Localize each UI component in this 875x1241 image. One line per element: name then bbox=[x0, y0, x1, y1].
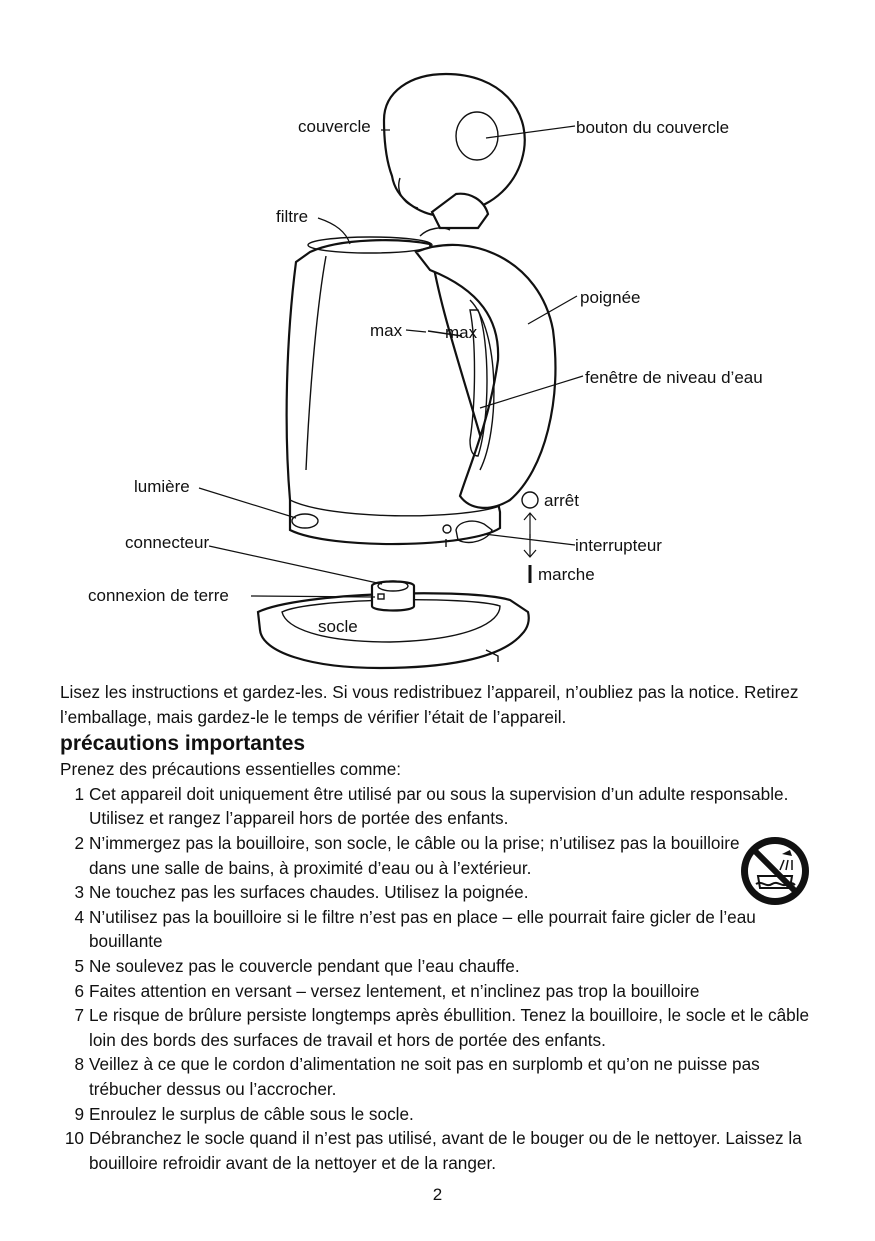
label-lumiere: lumière bbox=[134, 477, 190, 496]
label-couvercle: couvercle bbox=[298, 117, 371, 136]
list-item: 8 Veillez à ce que le cordon d’alimentation ne soit pas en surplomb et qu’on ne puisse pas trébucher dessus ou l’accrocher. bbox=[74, 1054, 760, 1099]
label-socle: socle bbox=[318, 617, 358, 636]
label-poignee: poignée bbox=[580, 288, 641, 307]
base-drawing bbox=[258, 581, 529, 668]
lead-text: Prenez des précautions essentielles comme: bbox=[60, 759, 402, 780]
list-item: 4 N’utilisez pas la bouilloire si le filtre n’est pas en place – elle pourrait faire gicler de l’eau bouillante bbox=[74, 906, 756, 952]
precautions-list bbox=[60, 782, 820, 1176]
list-item: 2 N’immergez pas la bouilloire, son socle, le câble ou la prise; n’utilisez pas la bouilloire dans une salle de bains, à proximité d’eau ou à l’extérieur. bbox=[74, 832, 740, 878]
max-mark-small: max bbox=[445, 323, 478, 342]
kettle-drawing bbox=[287, 74, 556, 547]
label-max: max bbox=[370, 321, 403, 340]
label-connecteur: connecteur bbox=[125, 533, 210, 552]
page-number: 2 bbox=[432, 1185, 443, 1204]
list-item: 6 Faites attention en versant – versez lentement, et n’inclinez pas trop la bouilloire bbox=[74, 980, 700, 1001]
list-item: 10 Débranchez le socle quand il n’est pas utilisé, avant de le bouger ou de le nettoyer. Laissez la bouilloire refroidir avant de la nettoyer et de la ranger. bbox=[64, 1128, 802, 1173]
section-title: précautions importantes bbox=[60, 732, 306, 756]
label-filtre: filtre bbox=[276, 207, 309, 226]
label-fenetre: fenêtre de niveau d’eau bbox=[585, 368, 763, 387]
instructions-text bbox=[60, 680, 820, 1175]
list-item: 5 Ne soulevez pas le couvercle pendant que l’eau chauffe. bbox=[74, 955, 520, 976]
intro-paragraph: Lisez les instructions et gardez-les. Si vous redistribuez l’appareil, n’oubliez pas la notice. Retirez l’emballage, mais gardez-le le temps de vérifier l’était de l’appareil. bbox=[60, 682, 799, 727]
label-connexion-terre: connexion de terre bbox=[88, 586, 229, 605]
list-item: 3 Ne touchez pas les surfaces chaudes. Utilisez la poignée. bbox=[74, 882, 529, 903]
list-item: 9 Enroulez le surplus de câble sous le socle. bbox=[74, 1103, 414, 1124]
label-marche: marche bbox=[538, 565, 595, 584]
label-interrupteur: interrupteur bbox=[575, 536, 662, 555]
label-bouton-couvercle: bouton du couvercle bbox=[576, 118, 730, 137]
list-item: 1 Cet appareil doit uniquement être utilisé par ou sous la supervision d’un adulte responsable. Utilisez et rangez l’appareil hors de portée des enfants. bbox=[74, 783, 789, 829]
list-item: 7 Le risque de brûlure persiste longtemps après ébullition. Tenez la bouilloire, le socle et le câble loin des bords des surfaces de travail et hors de portée des enfants. bbox=[74, 1005, 810, 1050]
no-bath-icon bbox=[740, 836, 810, 906]
label-arret: arrêt bbox=[544, 491, 579, 510]
